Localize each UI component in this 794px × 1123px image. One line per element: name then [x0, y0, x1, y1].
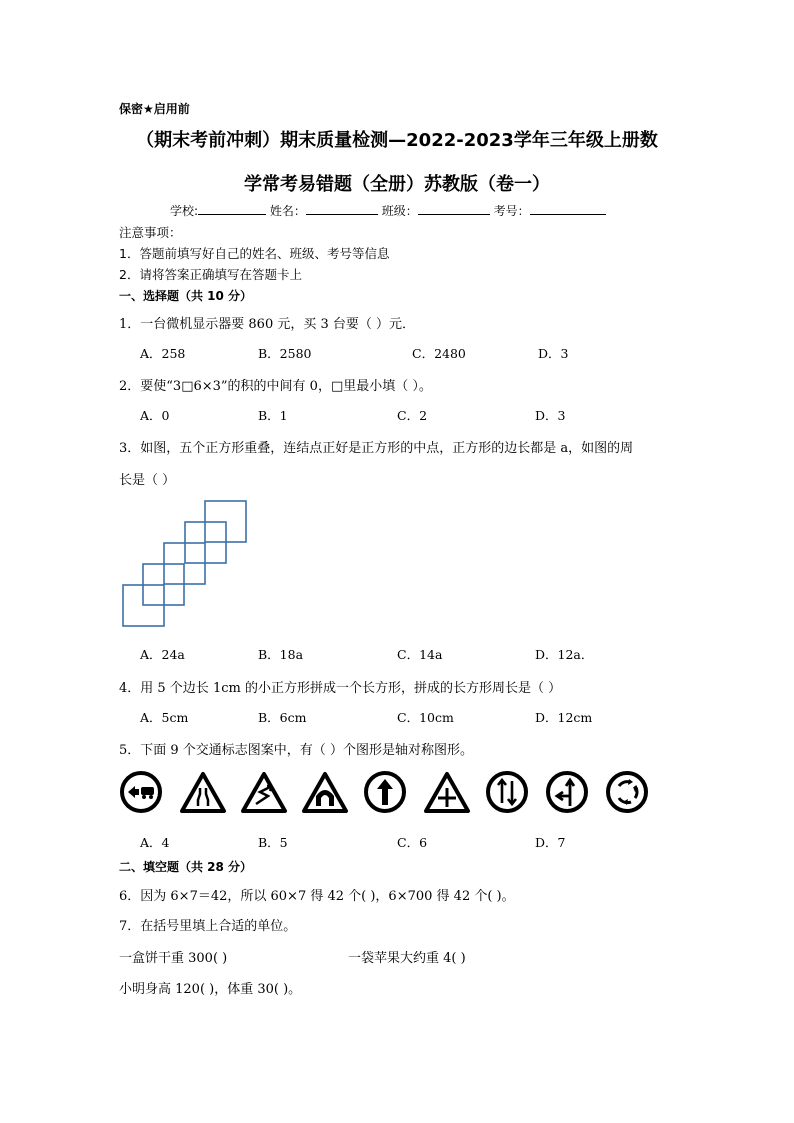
q3-option-d: D．12a．	[535, 647, 594, 662]
note-item-2: 2．请将答案正确填写在答题卡上	[119, 267, 302, 282]
question-4-stem: 4．用 5 个边长 1cm 的小正方形拼成一个长方形，拼成的长方形周长是（ ）	[119, 681, 562, 696]
q4-option-b: B．6cm	[258, 710, 307, 725]
two-way-traffic-sign-icon	[485, 770, 529, 814]
question-5-stem: 5．下面 9 个交通标志图案中，有（ ）个图形是轴对称图形。	[119, 743, 473, 758]
q1-option-b: B．2580	[258, 346, 312, 361]
roundabout-sign-icon	[605, 770, 649, 814]
notes-heading: 注意事项：	[119, 225, 182, 240]
q7-xiaoming-item: 小明身高 120( )，体重 30( )。	[119, 982, 302, 997]
page-title-line1: （期末考前冲刺）期末质量检测—2022-2023学年三年级上册数	[136, 130, 658, 151]
exam-no-blank	[530, 203, 606, 215]
q5-option-d: D．7	[535, 835, 566, 850]
section1-heading: 一、选择题（共 10 分）	[119, 289, 253, 303]
class-label: 班级：	[381, 204, 418, 218]
car-direction-sign-icon	[119, 770, 163, 814]
class-blank	[418, 203, 490, 215]
page-title-line2: 学常考易错题（全册）苏教版（卷一）	[244, 174, 550, 195]
question-3-stem-line1: 3．如图，五个正方形重叠，连结点正好是正方形的中点，正方形的边长都是 a，如图的周	[119, 441, 634, 456]
straight-ahead-sign-icon	[363, 770, 407, 814]
q7-apples-item: 一袋苹果大约重 4( )	[348, 951, 466, 966]
q5-option-a: A．4	[140, 835, 170, 850]
winding-road-sign-icon	[240, 770, 288, 814]
q3-option-c: C．14a	[397, 647, 443, 662]
tunnel-sign-icon	[301, 770, 349, 814]
question-2-stem: 2．要使“3□6×3”的积的中间有 0，□里最小填（ ）。	[119, 379, 432, 394]
road-narrows-sign-icon	[179, 770, 227, 814]
straight-or-left-sign-icon	[545, 770, 589, 814]
q2-option-a: A．0	[140, 408, 170, 423]
overlapping-squares-figure	[118, 496, 252, 632]
question-7-stem: 7．在括号里填上合适的单位。	[119, 919, 297, 934]
school-blank	[198, 203, 266, 215]
q5-option-b: B．5	[258, 835, 288, 850]
q5-option-c: C．6	[397, 835, 428, 850]
q2-option-b: B．1	[258, 408, 288, 423]
question-6-stem: 6．因为 6×7＝42，所以 60×7 得 42 个( )，6×700 得 42 个( )。	[119, 889, 515, 904]
q2-option-d: D．3	[535, 408, 566, 423]
q3-option-b: B．18a	[258, 647, 304, 662]
q4-option-c: C．10cm	[397, 710, 454, 725]
note-item-1: 1．答题前填写好自己的姓名、班级、考号等信息	[119, 246, 390, 261]
name-blank	[306, 203, 378, 215]
confidential-label: 保密★启用前	[119, 102, 190, 116]
question-1-stem: 1．一台微机显示器要 860 元，买 3 台要（ ）元．	[119, 317, 416, 332]
q7-biscuits-item: 一盒饼干重 300( )	[119, 951, 228, 966]
student-info-row	[170, 202, 606, 219]
q1-option-d: D．3	[538, 346, 569, 361]
q4-option-a: A．5cm	[140, 710, 189, 725]
q1-option-a: A．258	[140, 346, 186, 361]
question-3-stem-line2: 长是（ ）	[119, 473, 176, 488]
q4-option-d: D．12cm	[535, 710, 593, 725]
exam-no-label: 考号：	[493, 204, 530, 218]
school-label: 学校:	[170, 204, 199, 218]
q2-option-c: C．2	[397, 408, 428, 423]
q1-option-c: C．2480	[412, 346, 466, 361]
crossroad-sign-icon	[423, 770, 471, 814]
q3-option-a: A．24a	[140, 647, 185, 662]
section2-heading: 二、填空题（共 28 分）	[119, 860, 253, 874]
name-label: 姓名：	[269, 204, 306, 218]
